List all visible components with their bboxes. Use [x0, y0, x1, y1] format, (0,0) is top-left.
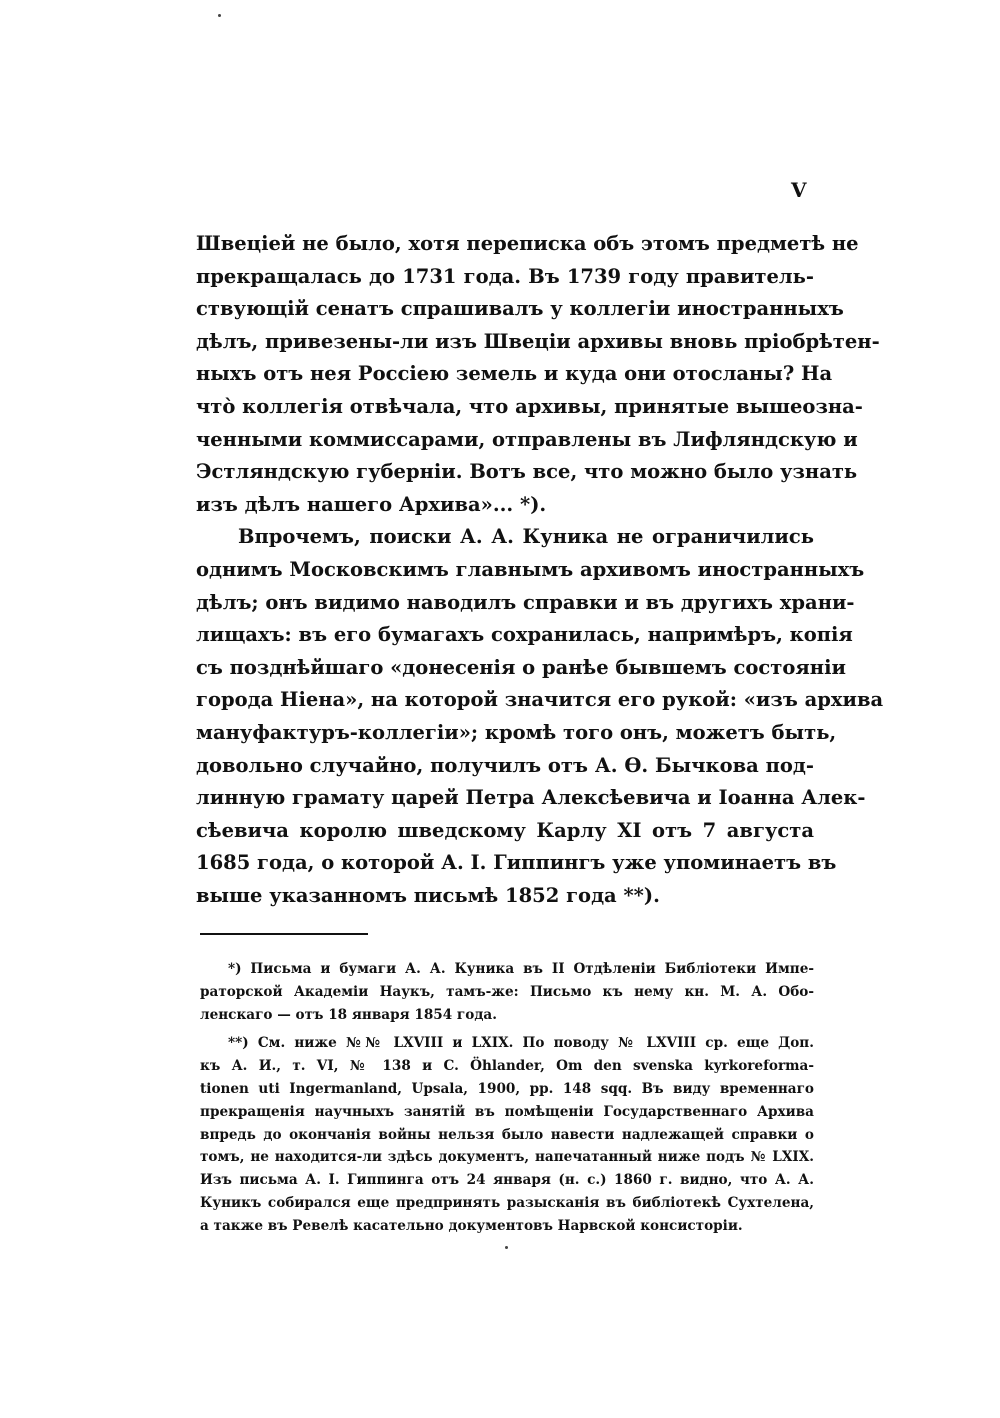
footnote-line: раторской Академіи Наукъ, тамъ-же: Письмо къ нему кн. М. А. Обо-: [200, 983, 814, 1000]
footnote-line: *) Письма и бумаги А. А. Куника въ II Отдѣленіи Библіотеки Импе-: [228, 961, 814, 977]
body-line: ствующій сенатъ спрашивалъ у коллегіи иностранныхъ: [196, 297, 844, 321]
footnote-line: томъ, не находится-ли здѣсь документъ, напечатанный ниже подъ № LXIX.: [200, 1149, 814, 1166]
footnotes: [200, 958, 814, 1238]
page-number: V: [791, 178, 807, 202]
body-line: съ позднѣйшаго «донесенія о ранѣе бывшемъ состояніи: [196, 655, 846, 679]
body-line: выше указанномъ письмѣ 1852 года **).: [196, 883, 660, 907]
body-line: Швеціей не было, хотя переписка объ этомъ предметѣ не: [196, 232, 859, 255]
body-text: [196, 228, 884, 912]
body-line: что̀ коллегія отвѣчала, что архивы, принятые вышеозна-: [196, 394, 863, 418]
body-line: сѣевича королю шведскому Карлу XI отъ 7 августа: [196, 818, 814, 842]
footnote-line: **) См. ниже №№ LXVIII и LXIX. По поводу № LXVIII ср. еще Доп.: [228, 1035, 814, 1052]
body-line: довольно случайно, получилъ отъ А. Ѳ. Бычкова под-: [196, 753, 814, 777]
body-line: ченными коммиссарами, отправлены въ Лифляндскую и: [196, 427, 858, 451]
footnote-line: прекращенія научныхъ занятій въ помѣщеніи Государственнаго Архива: [200, 1103, 814, 1120]
body-line: дѣлъ; онъ видимо наводилъ справки и въ другихъ храни-: [196, 590, 855, 614]
body-line: города Ніена», на которой значится его рукой: «изъ архива: [196, 688, 884, 712]
footnote-line: tionen uti Ingermanland, Upsala, 1900, pp. 148 sqq. Въ виду временнаго: [200, 1080, 814, 1097]
body-line: Впрочемъ, поиски А. А. Куника не ограничились: [238, 525, 814, 549]
body-line: дѣлъ, привезены-ли изъ Швеціи архивы вновь пріобрѣтен-: [196, 329, 880, 353]
body-line: прекращалась до 1731 года. Въ 1739 году правитель-: [196, 264, 814, 288]
body-line: лищахъ: въ его бумагахъ сохранилась, напримѣръ, копія: [196, 623, 853, 647]
footnote-line: а также въ Ревелѣ касательно документовъ Нарвской консисторіи.: [200, 1217, 743, 1234]
scan-speck: [505, 1246, 508, 1249]
body-line: линную грамату царей Петра Алексѣевича и Іоанна Алек-: [196, 786, 866, 810]
body-line: Эстляндскую губерніи. Вотъ все, что можно было узнать: [196, 460, 858, 484]
footnote-line: впредь до окончанія войны нельзя было навести надлежащей справки о: [200, 1126, 814, 1143]
footnote-divider: [200, 933, 368, 935]
footnote-line: ленскаго — отъ 18 января 1854 года.: [200, 1006, 497, 1023]
body-line: ныхъ отъ нея Россіею земель и куда они отосланы? На: [196, 362, 833, 386]
scan-speck: [218, 14, 221, 17]
footnote-line: къ А. И., т. VI, № 138 и C. Öhlander, Om den svenska kyrkoreforma-: [200, 1058, 814, 1075]
body-line: однимъ Московскимъ главнымъ архивомъ иностранныхъ: [196, 557, 865, 581]
footnote-line: Куникъ собирался еще предпринять разысканія въ библіотекѣ Сухтелена,: [200, 1194, 814, 1211]
body-line: изъ дѣлъ нашего Архива»... *).: [196, 492, 547, 516]
footnote-line: Изъ письма А. І. Гиппинга отъ 24 января (н. с.) 1860 г. видно, что А. А.: [200, 1172, 814, 1189]
body-line: 1685 года, о которой А. І. Гиппингъ уже упоминаетъ въ: [196, 851, 837, 875]
body-line: мануфактуръ-коллегіи»; кромѣ того онъ, можетъ быть,: [196, 720, 837, 744]
